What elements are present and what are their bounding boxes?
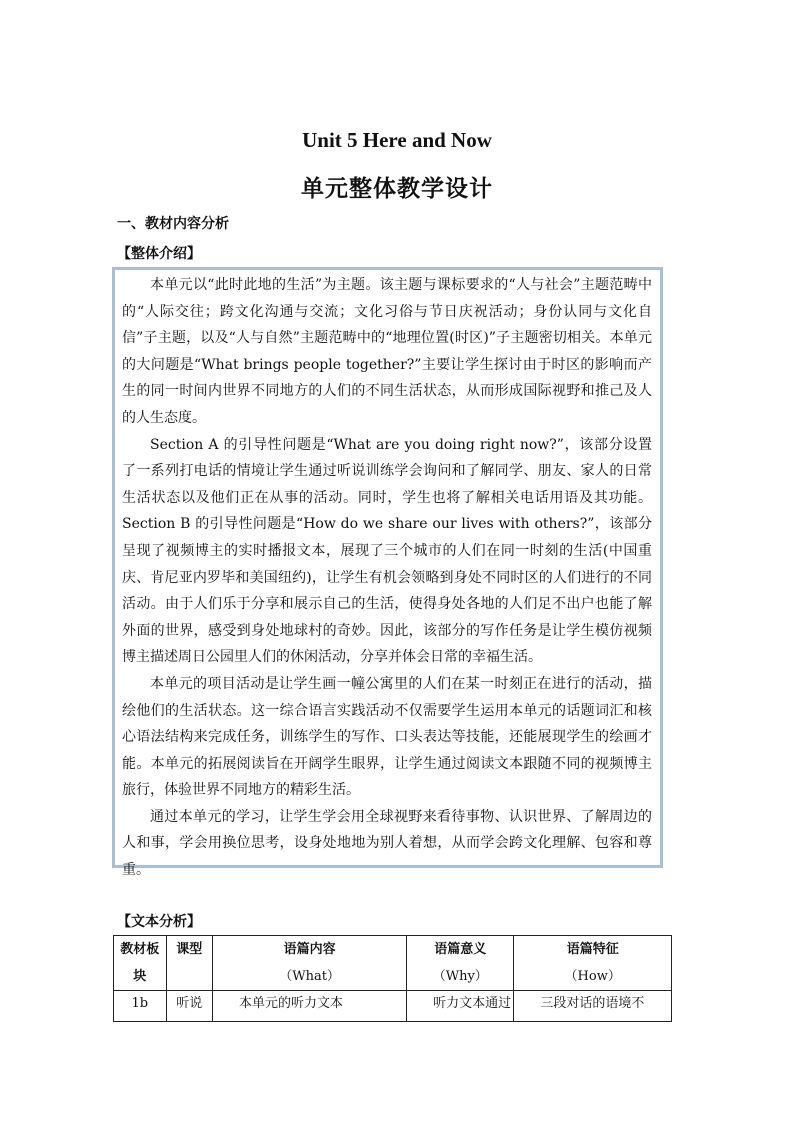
table-header-row: [114, 936, 672, 991]
intro-paragraph: Section A 的引导性问题是“What are you doing right now?”，该部分设置了一系列打电话的情境让学生通过听说训练学会询问和了解同学、朋友、家人的日常生活状态以及他们正在从事的活动。同时，学生也将了解相关电话用语及其功能。Section B 的引导性问题是“How do we share our lives with others?”，该部分呈现了视频博主的实时播报文本，展现了三个城市的人们在同一时刻的生活(中国重庆、肯尼亚内罗毕和美国纽约)，让学生有机会领略到身处不同时区的人们进行的不同活动。由于人们乐于分享和展示自己的生活，使得身处各地的人们足不出户也能了解外面的世界，感受到身处地球村的奇妙。因此，该部分的写作任务是让学生模仿视频博主描述周日公园里人们的休闲活动，分享并体会日常的幸福生活。: [122, 436, 652, 666]
cell-how: 三段对话的语境不: [514, 991, 672, 1022]
header-line: 块: [133, 969, 147, 984]
section-heading-material-analysis: 一、教材内容分析: [117, 216, 229, 232]
header-why: [407, 936, 514, 991]
header-line: 语篇意义: [434, 942, 487, 957]
overall-intro-box: [112, 267, 663, 879]
table-row: [114, 991, 672, 1022]
header-line: 教材板: [120, 942, 160, 957]
intro-paragraph: 通过本单元的学习，让学生学会用全球视野来看待事物、认识世界、了解周边的人和事，学会用换位思考，设身处地地为别人着想，从而学会跨文化理解、包容和尊重。: [122, 808, 652, 879]
header-block: [114, 936, 167, 991]
subheading-text-analysis: 【文本分析】: [117, 914, 201, 930]
cell-why: 听力文本通过: [407, 991, 514, 1022]
header-what: [213, 936, 407, 991]
subheading-overall-intro: 【整体介绍】: [117, 246, 201, 262]
cell-type: 听说: [166, 991, 213, 1022]
intro-paragraph: 本单元以“此时此地的生活”为主题。该主题与课标要求的“人与社会”主题范畴中的“人际交往；跨文化沟通与交流；文化习俗与节日庆祝活动；身份认同与文化自信”子主题，以及“人与自然”主题范畴中的“地理位置(时区)”子主题密切相关。本单元的大问题是“What brings people together?”主要让学生探讨由于时区的影响而产生的同一时间内世界不同地方的人们的不同生活状态，从而形成国际视野和推己及人的人生态度。: [122, 277, 652, 426]
intro-paragraph: 本单元的项目活动是让学生画一幢公寓里的人们在某一时刻正在进行的活动，描绘他们的生活状态。这一综合语言实践活动不仅需要学生运用本单元的话题词汇和核心语法结构来完成任务，训练学生的写作、口头表达等技能，还能展现学生的绘画才能。本单元的拓展阅读旨在开阔学生眼界，让学生通过阅读文本跟随不同的视频博主旅行，体验世界不同地方的精彩生活。: [122, 675, 652, 799]
design-title: 单元整体教学设计: [301, 175, 493, 202]
header-line: 课型: [176, 942, 203, 957]
header-line: （How）: [564, 969, 621, 984]
unit-title: Unit 5 Here and Now: [302, 128, 492, 152]
header-line: （Why）: [432, 969, 488, 984]
header-type: [166, 936, 213, 991]
header-line: 语篇内容: [283, 942, 336, 957]
header-how: [514, 936, 672, 991]
cell-block: 1b: [114, 991, 167, 1022]
cell-what: 本单元的听力文本: [213, 991, 407, 1022]
header-line: 语篇特征: [566, 942, 619, 957]
text-analysis-table: [113, 935, 672, 1022]
header-line: （What）: [279, 969, 340, 984]
